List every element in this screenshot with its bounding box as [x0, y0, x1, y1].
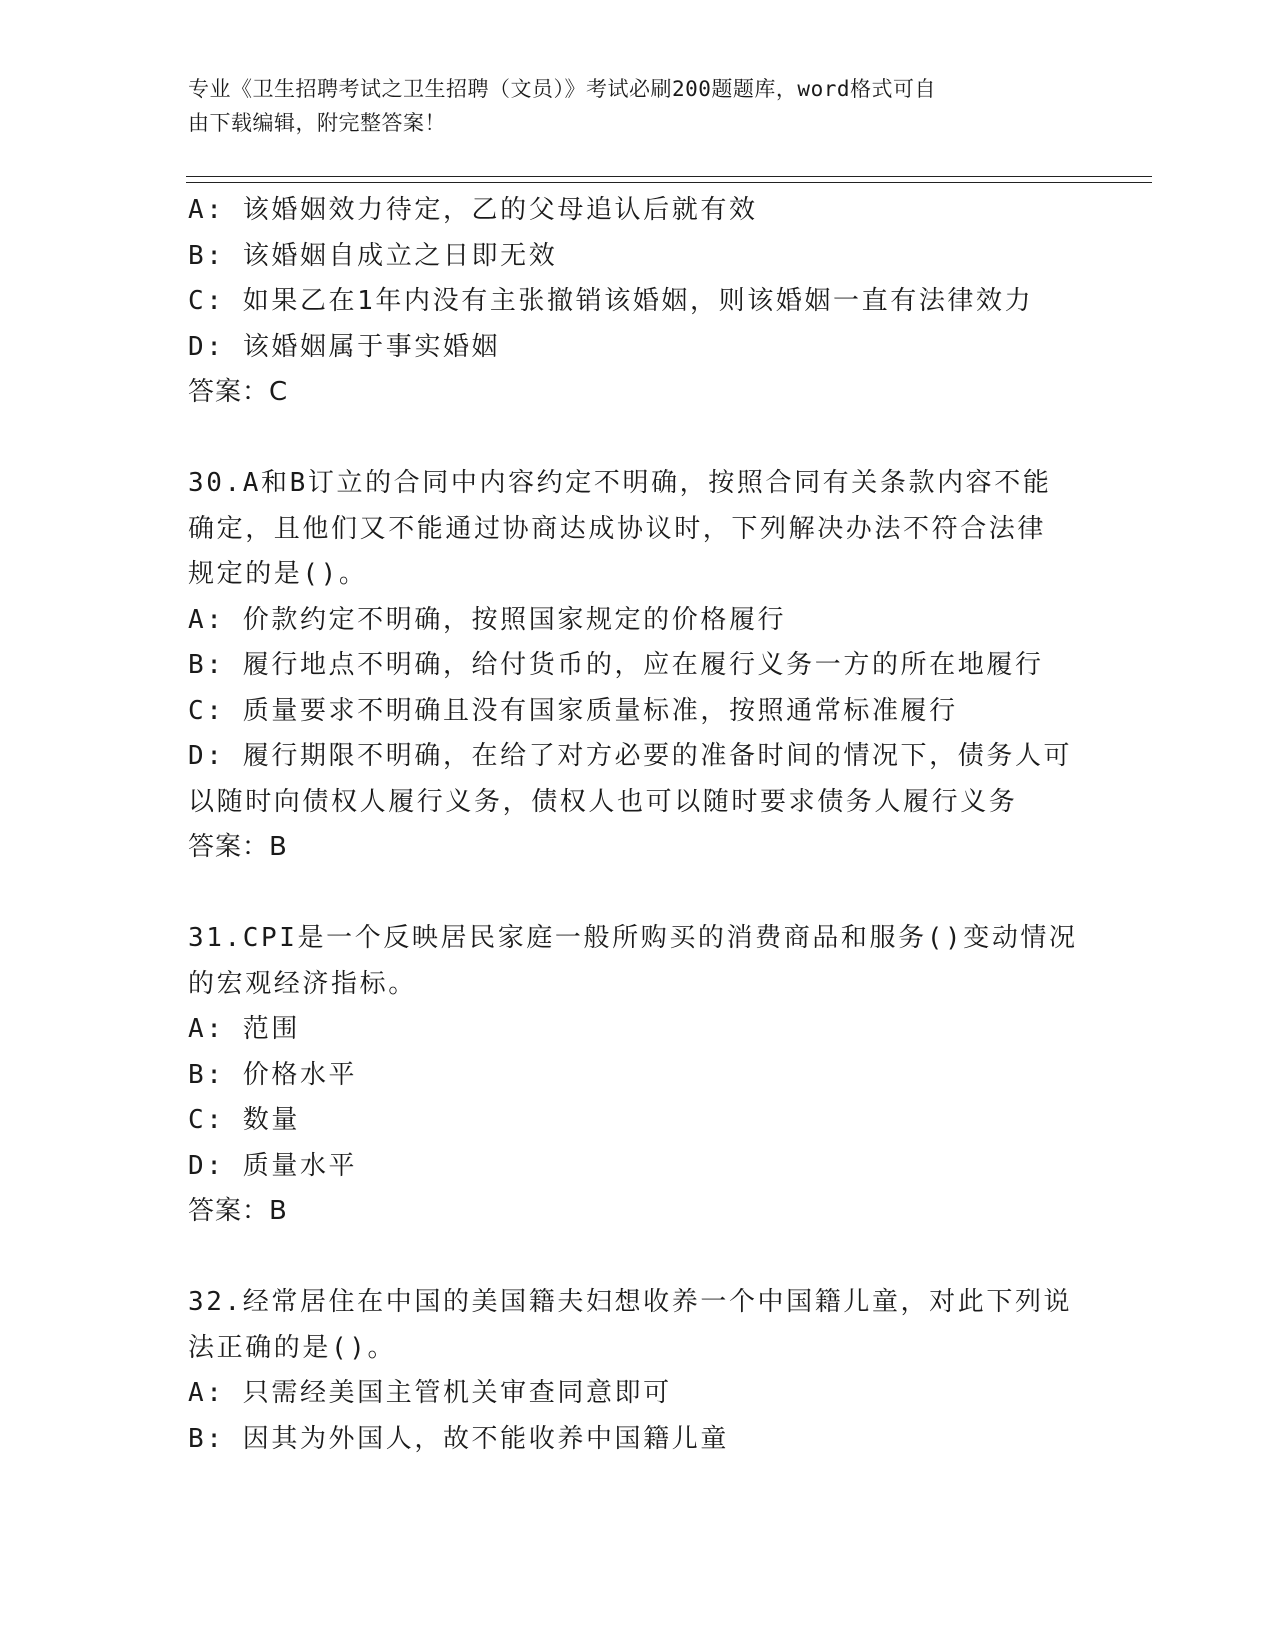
- question-stem-line: 确定，且他们又不能通过协商达成协议时，下列解决办法不符合法律: [188, 513, 1047, 544]
- question-stem-line: 规定的是()。: [188, 559, 368, 589]
- option-d-line-2: 以随时向债权人履行义务，债权人也可以随时要求债务人履行义务: [188, 786, 1018, 817]
- question-stem-line: 31.CPI是一个反映居民家庭一般所购买的消费商品和服务()变动情况: [188, 923, 1078, 953]
- option-d-line-1: D: 履行期限不明确，在给了对方必要的准备时间的情况下，债务人可: [188, 741, 1073, 771]
- option-b: B: 价格水平: [188, 1059, 358, 1090]
- option-b: B: 该婚姻自成立之日即无效: [188, 240, 558, 271]
- question-32: [188, 1280, 1078, 1462]
- document-body: [188, 188, 1078, 1462]
- option-a: A: 该婚姻效力待定，乙的父母追认后就有效: [188, 195, 758, 225]
- question-stem-line: 30.A和B订立的合同中内容约定不明确，按照合同有关条款内容不能: [188, 468, 1052, 498]
- header-line-2: 由下载编辑，附完整答案！: [188, 111, 446, 135]
- option-b: B: 履行地点不明确，给付货币的，应在履行义务一方的所在地履行: [188, 650, 1044, 680]
- question-stem-line: 的宏观经济指标。: [188, 968, 417, 999]
- option-d: D: 该婚姻属于事实婚姻: [188, 331, 501, 362]
- option-d: D: 质量水平: [188, 1150, 358, 1181]
- question-31: [188, 916, 1078, 1235]
- option-c: C: 质量要求不明确且没有国家质量标准，按照通常标准履行: [188, 695, 958, 726]
- answer: 答案：B: [188, 1196, 288, 1226]
- document-header: [188, 72, 1068, 140]
- question-30: [188, 461, 1078, 871]
- option-c: C: 如果乙在1年内没有主张撤销该婚姻，则该婚姻一直有法律效力: [188, 286, 1034, 316]
- header-line-1: 专业《卫生招聘考试之卫生招聘（文员）》考试必刷200题题库，word格式可自: [188, 77, 936, 101]
- option-a: A: 只需经美国主管机关审查同意即可: [188, 1378, 672, 1408]
- question-stem-line: 法正确的是()。: [188, 1332, 397, 1363]
- question-29: [188, 188, 1078, 416]
- option-c: C: 数量: [188, 1105, 300, 1135]
- option-b: B: 因其为外国人，故不能收养中国籍儿童: [188, 1423, 729, 1454]
- question-stem-line: 32.经常居住在中国的美国籍夫妇想收养一个中国籍儿童，对此下列说: [188, 1287, 1073, 1317]
- option-a: A: 范围: [188, 1014, 300, 1044]
- header-rule-bottom: [186, 182, 1152, 183]
- header-rule-top: [186, 176, 1152, 177]
- answer: 答案：C: [188, 377, 289, 407]
- option-a: A: 价款约定不明确，按照国家规定的价格履行: [188, 604, 787, 635]
- answer: 答案：B: [188, 832, 288, 862]
